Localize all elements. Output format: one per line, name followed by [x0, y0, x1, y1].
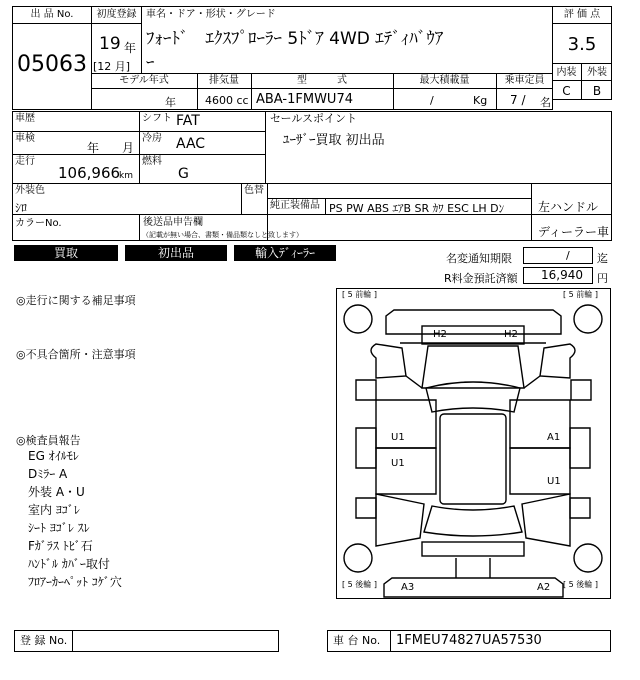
shift-value: FAT [176, 113, 200, 129]
damage-mark: H2 [433, 329, 447, 340]
inspector-item: 室内 ﾖｺﾞﾚ [28, 503, 80, 517]
displacement-value: 4600 cc [205, 94, 249, 107]
model-year-label: モデル年式 [119, 75, 169, 86]
wheel-front-right-icon [574, 305, 602, 333]
color-div-1 [241, 183, 242, 214]
reg-no-div [72, 630, 73, 652]
details-row-1 [12, 131, 266, 132]
mileage-unit: km [119, 171, 133, 181]
fuel-label: 燃料 [142, 156, 162, 167]
score-value: 3.5 [567, 34, 597, 55]
recycle-amount: 16,940 [541, 268, 583, 282]
first-reg-year-unit: 年 [124, 41, 137, 55]
roof-shape [440, 414, 506, 504]
exterior-label: 外装 [587, 67, 607, 78]
chassis-div [390, 630, 391, 652]
equip-underline [267, 198, 532, 199]
first-reg-year: 19 [99, 34, 121, 54]
windshield-shape [426, 382, 520, 412]
details-row-2 [12, 154, 266, 155]
lot-number: 05063 [17, 52, 87, 77]
tyre-tag-rear-right: [ 5 後輪 ] [563, 580, 598, 589]
inspector-report-label: ◎検査員報告 [16, 434, 81, 447]
post-delivery-note: （記載が無い場合、書類・備品類なしと致します） [142, 231, 303, 239]
model-year-unit: 年 [165, 96, 176, 109]
tyre-tag-front-left: [ 5 前輪 ] [342, 290, 377, 299]
colorno-div [139, 214, 140, 241]
color-div-3 [531, 183, 532, 241]
type-value: ABA-1FMWU74 [256, 92, 353, 107]
details-div-a [139, 111, 140, 183]
interior-grade: C [562, 84, 571, 98]
inspector-item: Dﾐﾗｰ A [28, 467, 68, 481]
damage-mark: U1 [547, 476, 561, 487]
inspector-item: 外装 A・U [28, 485, 85, 499]
ac-label: 冷房 [142, 133, 162, 144]
capacity-label: 乗車定員 [504, 75, 545, 86]
badge-first-listing: 初出品 [125, 245, 227, 261]
damage-mark: A3 [401, 582, 415, 593]
type-label: 型 式 [297, 75, 347, 86]
capacity-unit: 名 [540, 96, 551, 109]
inspector-item: ｼｰﾄ ﾖｺﾞﾚ ｽﾚ [28, 521, 90, 535]
damage-mark: A1 [547, 432, 561, 443]
car-title-label: 車名・ドア・形状・グレード [146, 9, 276, 20]
inspection-year: 年 [87, 141, 100, 155]
interior-label: 内装 [556, 67, 577, 78]
damage-mark: A2 [537, 582, 551, 593]
dealer-value: ディーラー車 [538, 225, 610, 239]
wheel-front-left-icon [344, 305, 372, 333]
damage-mark: U1 [391, 432, 405, 443]
history-label: 車歴 [15, 113, 35, 124]
badge-buyback: 買取 [14, 245, 118, 261]
inspection-label: 車検 [15, 133, 35, 144]
inspector-item: EG ｵｲﾙﾓﾚ [28, 449, 79, 463]
mileage-value: 106,966 [58, 164, 121, 182]
details-div-b [265, 111, 266, 183]
details-row-3 [12, 183, 612, 184]
chassis-number: 1FMEU74827UA57530 [396, 633, 542, 648]
wheel-rear-left-icon [344, 544, 372, 572]
equip-label-div [325, 198, 326, 214]
driving-notes-label: ◎走行に関する補足事項 [16, 294, 136, 307]
sales-point-label: セールスポイント [270, 112, 358, 125]
badge-import-dealer: 輸入ﾃﾞｨｰﾗｰ [234, 245, 336, 261]
recycle-label: R料金預託済額 [444, 272, 518, 285]
load-label: 最大積載量 [419, 75, 470, 86]
first-reg-month: [12 月] [93, 60, 131, 73]
ac-value: AAC [176, 136, 206, 152]
recolor-label: 色替 [244, 185, 264, 196]
name-change-label: 名変通知期限 [446, 252, 512, 265]
chassis-label: 車 台 No. [333, 634, 381, 647]
fuel-value: G [178, 166, 189, 182]
lot-label: 出 品 No. [30, 9, 74, 20]
equipment-value: PS PW ABS ｴｱB SR ｶﾜ ESC LH Dﾝ [329, 202, 505, 215]
tyre-tag-front-right: [ 5 前輪 ] [563, 290, 598, 299]
post-delivery-label: 後送品申告欄 [143, 217, 203, 228]
first-reg-label: 初度登録 [96, 9, 137, 20]
inspector-item: Fｶﾞﾗｽ ﾄﾋﾞ石 [28, 539, 93, 553]
car-name: ﾌｫｰﾄﾞ ｴｸｽﾌﾟﾛｰﾗｰ 5ﾄﾞｱ 4WD ｴﾃﾞｨﾊﾞｳｱ [146, 29, 444, 49]
front-bumper-shape [386, 310, 561, 334]
mileage-label: 走行 [15, 156, 35, 167]
inspector-item: ﾊﾝﾄﾞﾙ ｶﾊﾞｰ取付 [28, 557, 110, 571]
inspector-item: ﾌﾛｱｰｶｰﾍﾟｯﾄ ｺｹﾞ穴 [28, 575, 122, 589]
color-no-label: カラーNo. [15, 218, 62, 229]
tyre-tag-rear-left: [ 5 後輪 ] [342, 580, 377, 589]
steering-value: 左ハンドル [538, 200, 599, 214]
sales-point-value: ﾕｰｻﾞｰ買取 初出品 [283, 133, 385, 148]
inspection-month: 月 [122, 141, 135, 155]
reg-no-label: 登 録 No. [20, 634, 68, 647]
damage-mark: H2 [504, 329, 518, 340]
equipment-label: 純正装備品 [270, 200, 320, 211]
load-separator: / [430, 94, 434, 107]
exterior-grade: B [592, 84, 602, 98]
name-change-sep: / [566, 249, 570, 262]
displacement-label: 排気量 [209, 75, 239, 86]
damage-mark: U1 [391, 458, 405, 469]
wheel-rear-right-icon [574, 544, 602, 572]
load-unit: Kg [473, 94, 488, 107]
capacity-value: 7 / [510, 93, 526, 107]
car-name-continued: ｰ [146, 53, 155, 73]
score-label: 評 価 点 [563, 9, 601, 20]
recycle-unit: 円 [597, 272, 608, 285]
exterior-color-label: 外装色 [15, 185, 45, 196]
details-row-4 [12, 214, 612, 215]
grade-divider-h [552, 80, 612, 81]
name-change-unit: 迄 [597, 252, 608, 265]
spec-row-mid-line [91, 88, 553, 89]
name-change-box [523, 247, 593, 264]
car-diagram [336, 288, 611, 599]
exterior-color-value: ｼﾛ [15, 201, 28, 215]
defects-label: ◎不具合箇所・注意事項 [16, 348, 136, 361]
shift-label: シフト [142, 113, 172, 124]
